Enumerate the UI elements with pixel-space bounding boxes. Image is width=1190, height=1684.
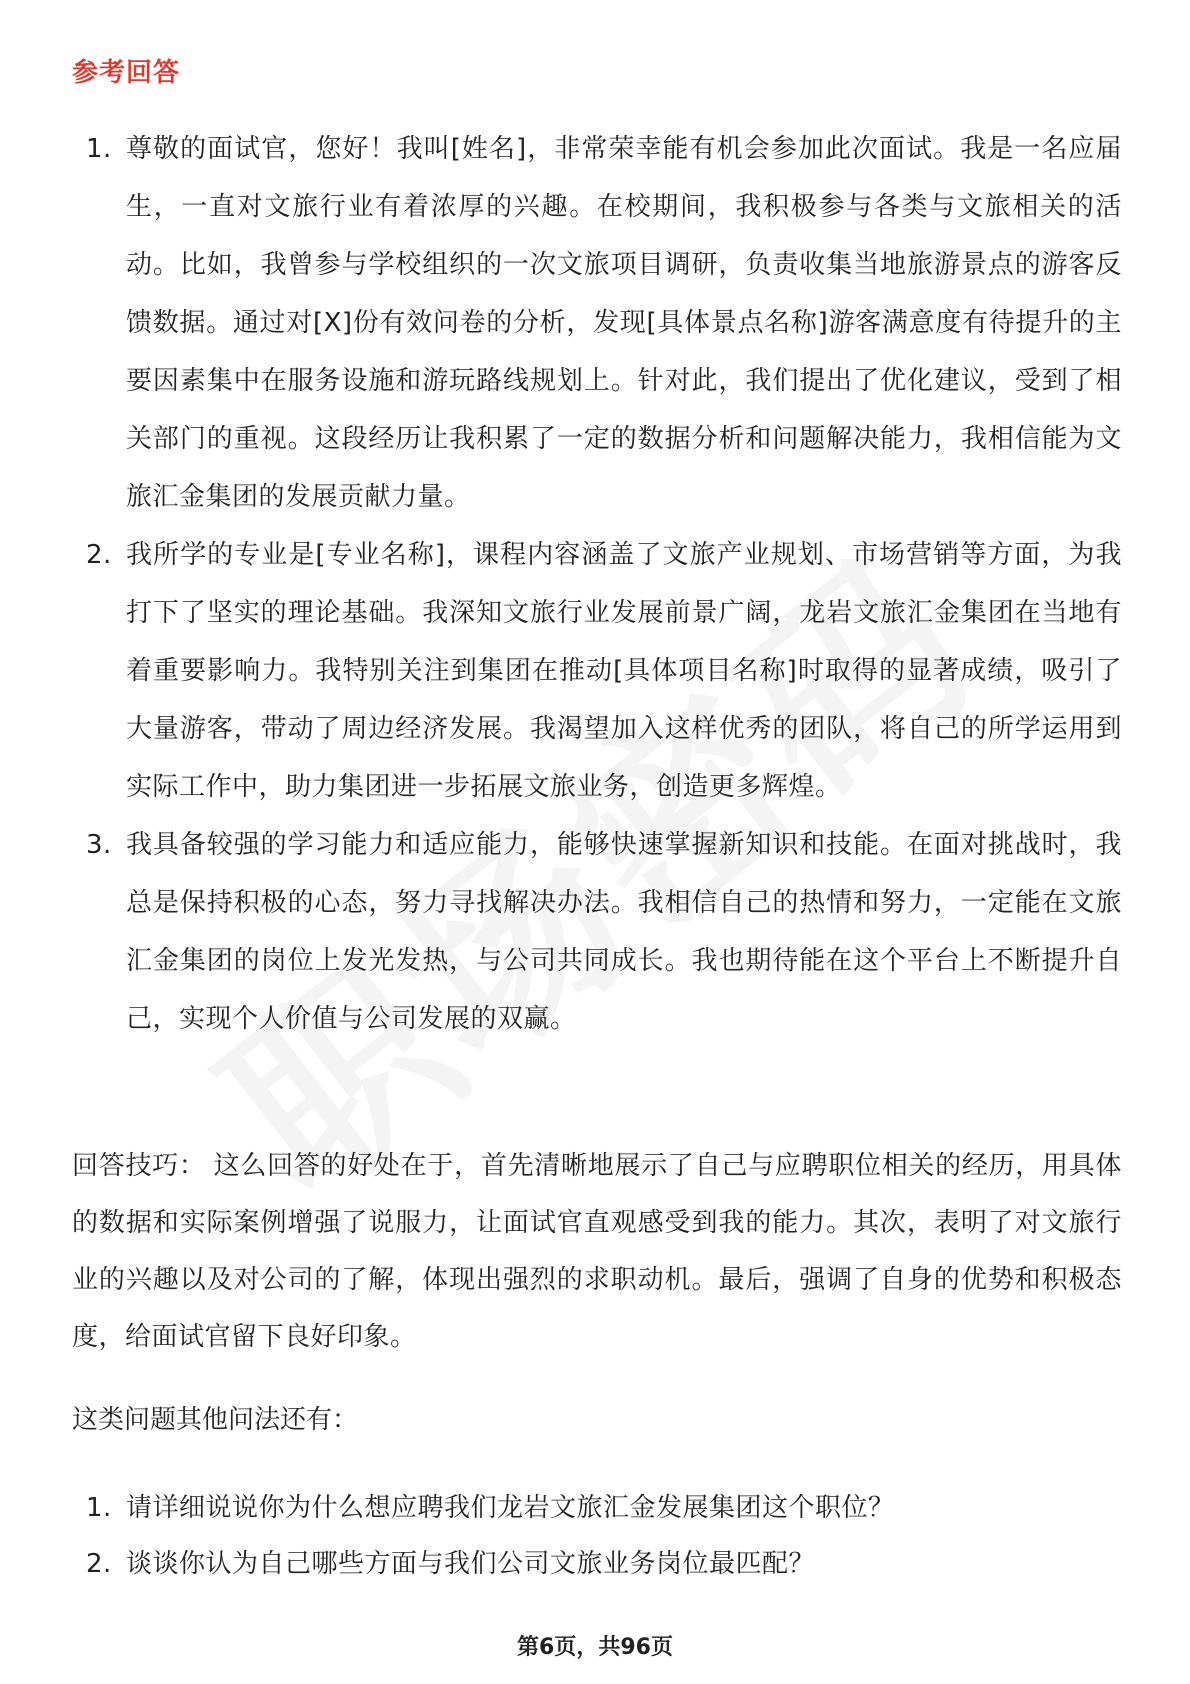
question-text: 谈谈你认为自己哪些方面与我们公司文旅业务岗位最匹配？ [126, 1549, 816, 1579]
answer-item [72, 526, 1122, 816]
list-number: 1. [86, 1493, 112, 1523]
answer-item [72, 816, 1122, 1048]
answer-text: 我所学的专业是[专业名称]，课程内容涵盖了文旅产业规划、市场营销等方面，为我打下了坚实的理论基础。我深知文旅行业发展前景广阔，龙岩文旅汇金集团在当地有着重要影响力。我特别关注到集团在推动[具体项目名称]时取得的显著成绩，吸引了大量游客，带动了周边经济发展。我渴望加入这样优秀的团队，将自己的所学运用到实际工作中，助力集团进一步拓展文旅业务，创造更多辉煌。 [126, 540, 1122, 802]
answer-item [72, 120, 1122, 526]
list-number: 2. [86, 540, 112, 570]
question-text: 请详细说说你为什么想应聘我们龙岩文旅汇金发展集团这个职位？ [126, 1493, 895, 1523]
answer-text: 尊敬的面试官，您好！我叫[姓名]，非常荣幸能有机会参加此次面试。我是一名应届生，一直对文旅行业有着浓厚的兴趣。在校期间，我积极参与各类与文旅相关的活动。比如，我曾参与学校组织的一次文旅项目调研，负责收集当地旅游景点的游客反馈数据。通过对[X]份有效问卷的分析，发现[具体景点名称]游客满意度有待提升的主要因素集中在服务设施和游玩路线规划上。针对此，我们提出了优化建议，受到了相关部门的重视。这段经历让我积累了一定的数据分析和问题解决能力，我相信能为文旅汇金集团的发展贡献力量。 [126, 134, 1122, 512]
list-number: 2. [86, 1549, 112, 1579]
other-questions-heading: 这类问题其他问法还有： [72, 1405, 359, 1435]
list-number: 3. [86, 830, 112, 860]
tips-text: 这么回答的好处在于，首先清晰地展示了自己与应聘职位相关的经历，用具体的数据和实际案例增强了说服力，让面试官直观感受到我的能力。其次，表明了对文旅行业的兴趣以及对公司的了解，体现出强烈的求职动机。最后，强调了自身的优势和积极态度，给面试官留下良好印象。 [72, 1151, 1122, 1352]
tips-label: 回答技巧： [72, 1151, 206, 1181]
page-footer: 第6页，共96页 [517, 1635, 673, 1660]
other-questions-list [72, 1480, 1122, 1592]
answer-tips [72, 1138, 1122, 1366]
list-item [72, 1480, 1122, 1536]
answer-list [72, 120, 1122, 1048]
list-item [72, 1536, 1122, 1592]
section-title: 参考回答 [72, 58, 181, 88]
answer-text: 我具备较强的学习能力和适应能力，能够快速掌握新知识和技能。在面对挑战时，我总是保持积极的心态，努力寻找解决办法。我相信自己的热情和努力，一定能在文旅汇金集团的岗位上发光发热，与公司共同成长。我也期待能在这个平台上不断提升自己，实现个人价值与公司发展的双赢。 [126, 830, 1122, 1034]
list-number: 1. [86, 134, 112, 164]
